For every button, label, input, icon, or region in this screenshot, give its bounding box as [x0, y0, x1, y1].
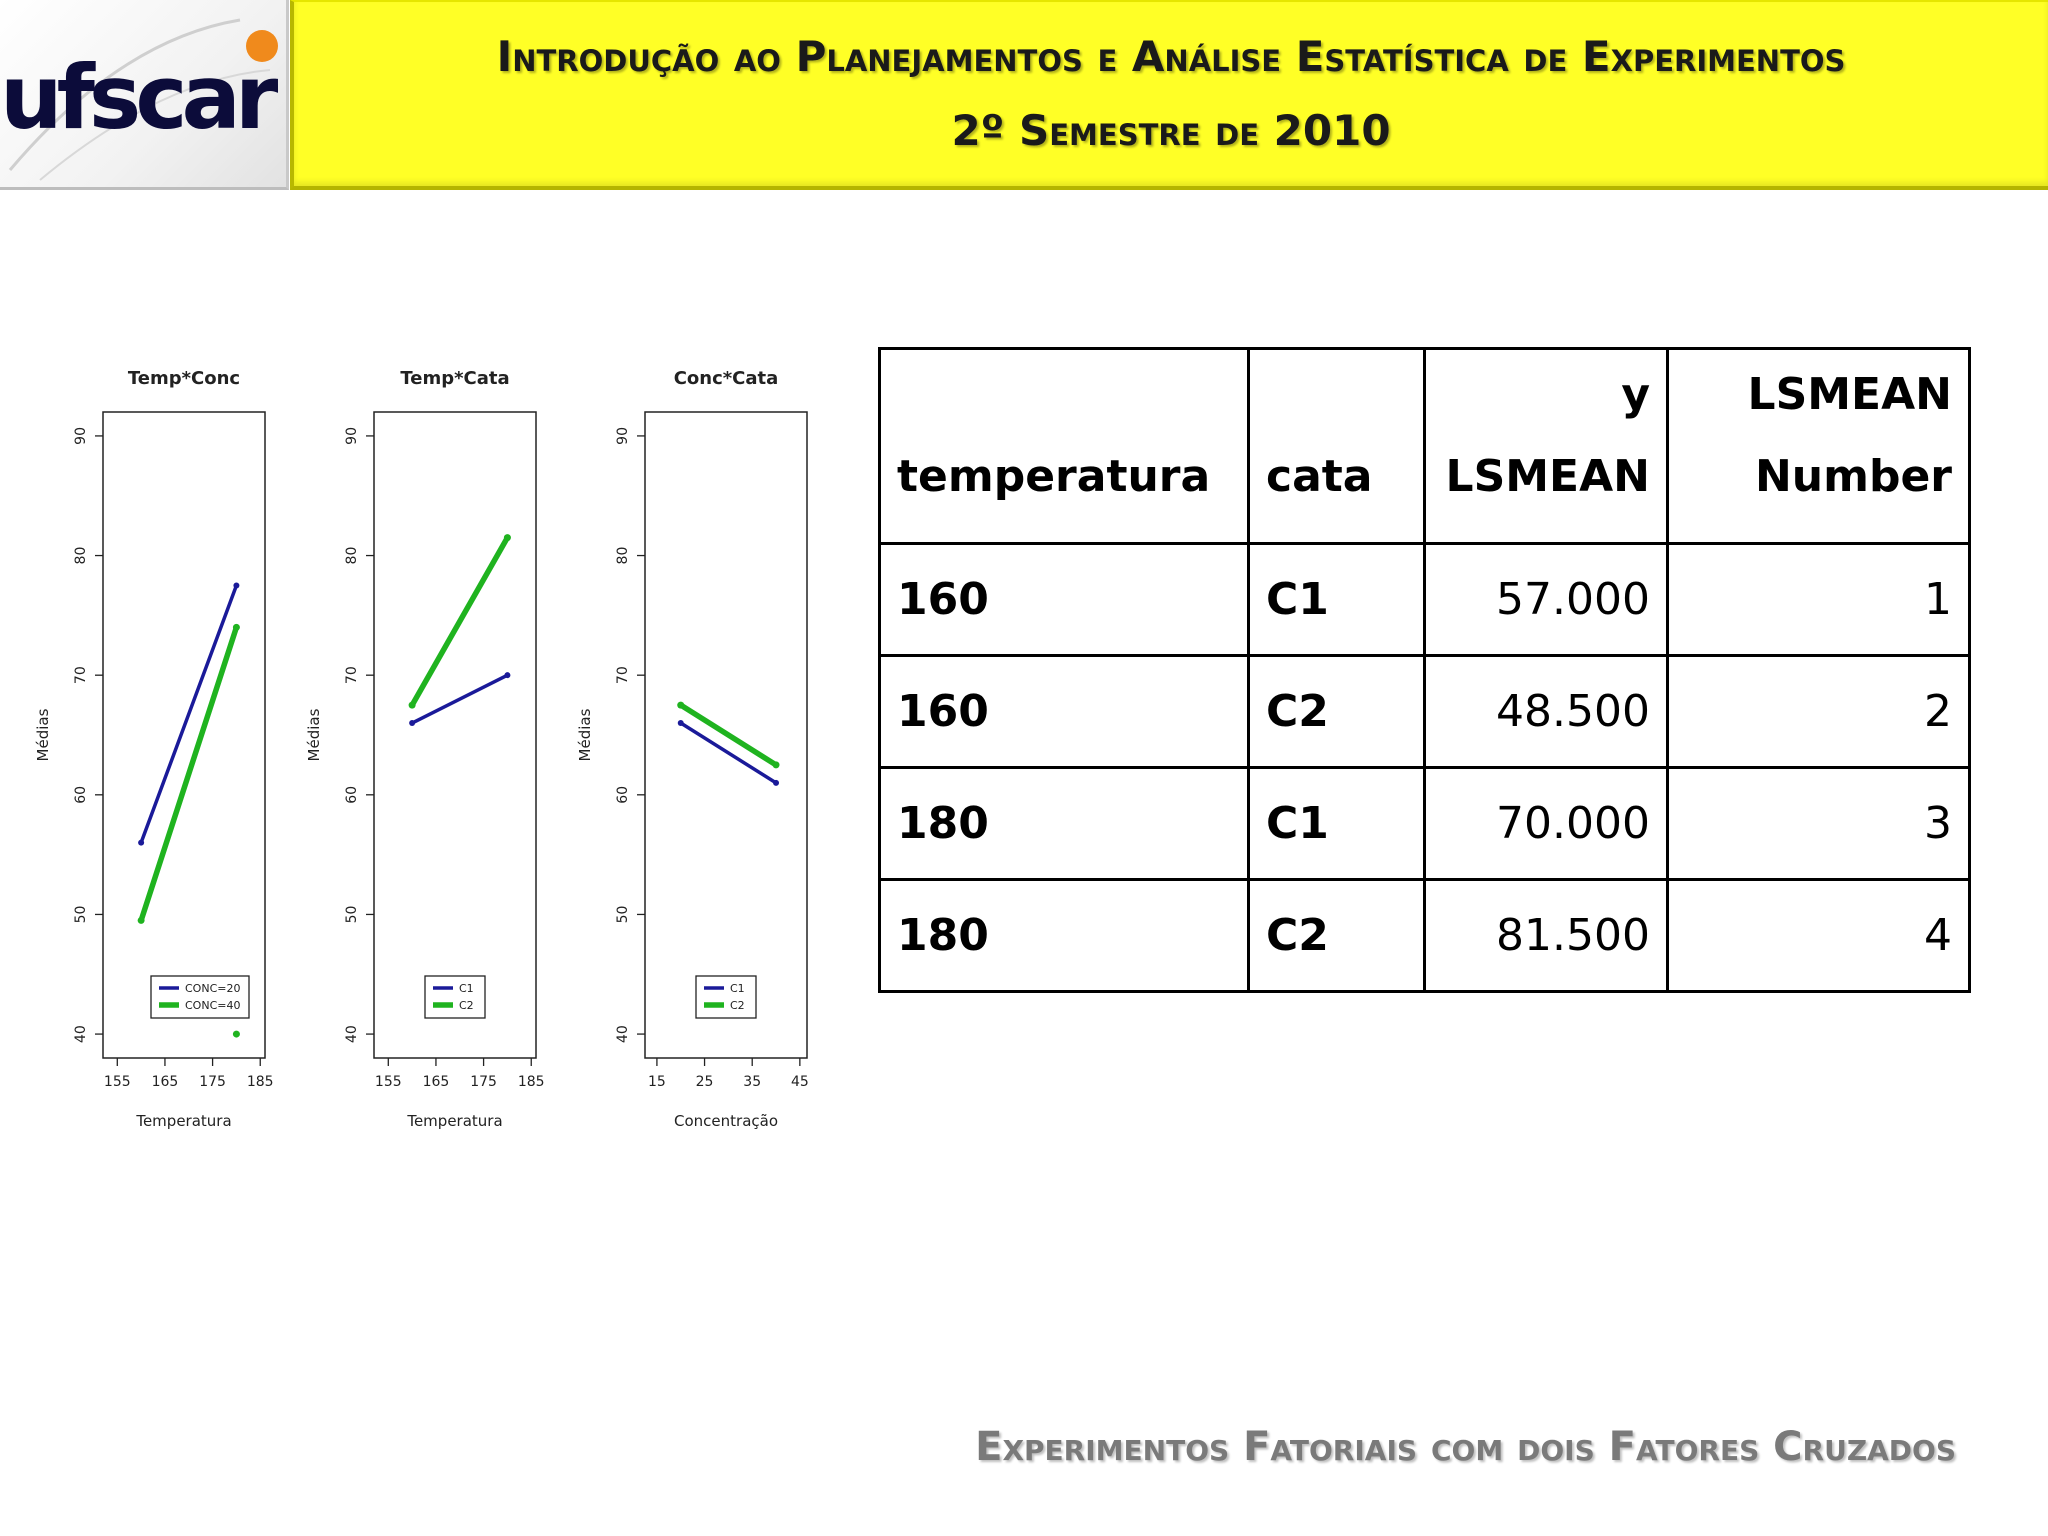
y-tick-label: 80 — [615, 546, 631, 565]
cell-number: 4 — [1668, 880, 1970, 992]
y-tick-label: 70 — [344, 666, 360, 685]
x-tick-label: 35 — [743, 1074, 762, 1090]
data-point — [138, 840, 144, 846]
cell-temperatura: 160 — [880, 656, 1249, 768]
legend-box — [425, 976, 485, 1018]
y-tick-label: 40 — [344, 1025, 360, 1043]
y-tick-label: 60 — [615, 785, 631, 804]
cell-cata: C2 — [1249, 880, 1425, 992]
legend-label: CONC=20 — [185, 982, 241, 995]
series-line — [681, 705, 776, 765]
chart-title: Conc*Cata — [673, 368, 779, 389]
header-temperatura: temperatura — [880, 349, 1249, 544]
x-tick-label: 25 — [695, 1074, 714, 1090]
legend-label: C1 — [459, 982, 474, 995]
chart-title: Temp*Cata — [400, 368, 510, 389]
data-point — [233, 624, 240, 631]
cell-number: 3 — [1668, 768, 1970, 880]
data-point — [678, 720, 684, 726]
data-point — [233, 1031, 240, 1038]
x-tick-label: 175 — [199, 1074, 226, 1090]
data-point — [233, 582, 239, 588]
series-line — [141, 585, 236, 842]
y-tick-label: 40 — [615, 1025, 631, 1043]
y-tick-label: 60 — [73, 785, 89, 804]
series-line — [141, 627, 236, 920]
data-point — [504, 534, 511, 541]
data-point — [409, 720, 415, 726]
x-tick-label: 185 — [517, 1074, 545, 1090]
cell-temperatura: 160 — [880, 544, 1249, 656]
y-tick-label: 90 — [73, 427, 89, 445]
cell-lsmean: 81.500 — [1425, 880, 1668, 992]
y-tick-label: 90 — [344, 427, 360, 445]
cell-cata: C1 — [1249, 544, 1425, 656]
table-row — [880, 544, 1970, 656]
title-bar — [290, 0, 2048, 190]
logo-graphic — [0, 0, 289, 190]
y-tick-label: 80 — [73, 546, 89, 565]
y-tick-label: 80 — [344, 546, 360, 565]
legend-label: C2 — [730, 999, 745, 1012]
cell-number: 1 — [1668, 544, 1970, 656]
x-axis-label: Concentração — [674, 1112, 778, 1130]
data-point — [409, 702, 416, 709]
header-y-lsmean: y LSMEAN — [1425, 349, 1668, 544]
cell-number: 2 — [1668, 656, 1970, 768]
cell-lsmean: 70.000 — [1425, 768, 1668, 880]
table-row — [880, 880, 1970, 992]
x-tick-label: 175 — [470, 1074, 497, 1090]
table-row — [880, 768, 1970, 880]
y-tick-label: 90 — [615, 427, 631, 445]
cell-cata: C1 — [1249, 768, 1425, 880]
data-point — [677, 702, 684, 709]
chart-panel — [576, 368, 809, 1130]
data-point — [773, 780, 779, 786]
x-axis-label: Temperatura — [136, 1112, 232, 1130]
cell-cata: C2 — [1249, 656, 1425, 768]
page-subtitle: 2º Semestre de 2010 — [951, 106, 1391, 155]
cell-lsmean: 48.500 — [1425, 656, 1668, 768]
cell-temperatura: 180 — [880, 768, 1249, 880]
y-tick-label: 40 — [73, 1025, 89, 1043]
series-line — [412, 538, 507, 705]
x-tick-label: 165 — [422, 1074, 450, 1090]
y-tick-label: 50 — [73, 905, 89, 924]
y-tick-label: 70 — [615, 666, 631, 685]
x-tick-label: 155 — [103, 1074, 131, 1090]
plot-frame — [374, 412, 536, 1058]
x-tick-label: 185 — [246, 1074, 274, 1090]
y-axis-label: Médias — [305, 708, 323, 762]
x-tick-label: 45 — [790, 1074, 809, 1090]
logo-text: ufscar — [0, 46, 273, 149]
x-tick-label: 155 — [374, 1074, 402, 1090]
y-tick-label: 70 — [73, 666, 89, 685]
footer-title: Experimentos Fatoriais com dois Fatores Cruzados — [975, 1424, 1956, 1470]
cell-lsmean: 57.000 — [1425, 544, 1668, 656]
header-lsmean-number: LSMEAN Number — [1668, 349, 1970, 544]
header-cata: cata — [1249, 349, 1425, 544]
table-header-row — [880, 349, 1970, 544]
legend-box — [696, 976, 756, 1018]
y-tick-label: 60 — [344, 785, 360, 804]
chart-panel — [34, 368, 274, 1130]
interaction-plots — [0, 360, 840, 1160]
legend-label: C1 — [730, 982, 745, 995]
y-axis-label: Médias — [576, 708, 594, 762]
x-axis-label: Temperatura — [407, 1112, 503, 1130]
interaction-plots-svg — [0, 360, 840, 1160]
y-axis-label: Médias — [34, 708, 52, 762]
lsmeans-table — [878, 347, 1971, 993]
data-point — [504, 672, 510, 678]
legend-label: C2 — [459, 999, 474, 1012]
legend-label: CONC=40 — [185, 999, 241, 1012]
table-row — [880, 656, 1970, 768]
y-tick-label: 50 — [344, 905, 360, 924]
ufscar-logo — [0, 0, 289, 190]
cell-temperatura: 180 — [880, 880, 1249, 992]
chart-title: Temp*Conc — [127, 368, 241, 389]
x-tick-label: 15 — [647, 1074, 666, 1090]
data-point — [138, 917, 145, 924]
plot-frame — [103, 412, 265, 1058]
data-point — [773, 761, 780, 768]
chart-panel — [305, 368, 545, 1130]
x-tick-label: 165 — [151, 1074, 179, 1090]
page-title: Introdução ao Planejamentos e Análise Estatística de Experimentos — [496, 32, 1846, 81]
y-tick-label: 50 — [615, 905, 631, 924]
